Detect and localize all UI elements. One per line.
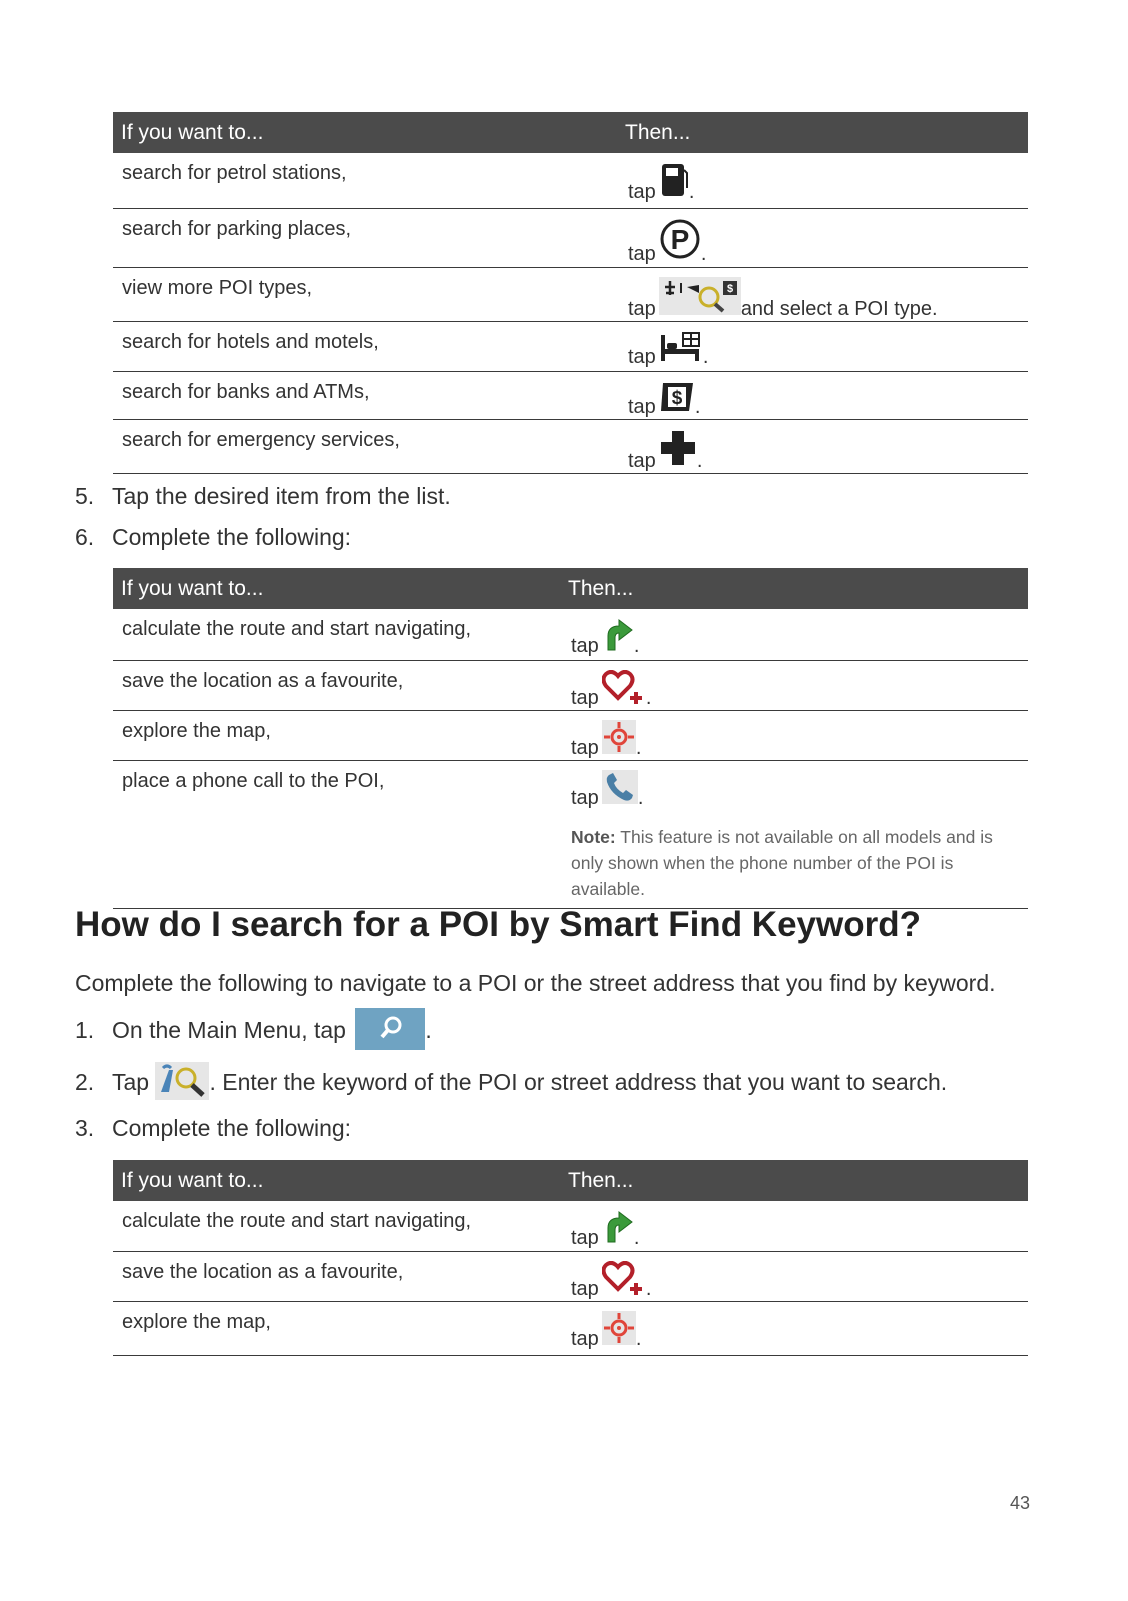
tap-label: tap bbox=[628, 297, 656, 320]
col-header-want: If you want to... bbox=[113, 112, 617, 153]
table-row bbox=[113, 1251, 1028, 1301]
step-item bbox=[75, 524, 351, 551]
tap-label: tap bbox=[628, 449, 656, 472]
row-suffix: . bbox=[700, 242, 707, 265]
step-item bbox=[75, 1115, 351, 1142]
hotel-icon bbox=[659, 331, 703, 369]
navigate-arrow-icon bbox=[602, 1210, 634, 1250]
row-want: search for hotels and motels, bbox=[113, 321, 617, 371]
col-header-want: If you want to... bbox=[113, 568, 560, 609]
explore-map-icon bbox=[602, 720, 636, 760]
row-suffix: . bbox=[635, 736, 642, 759]
poi-type-table bbox=[113, 112, 1028, 474]
explore-map-icon bbox=[602, 1311, 636, 1351]
table-row bbox=[113, 609, 1028, 660]
table-header bbox=[113, 1160, 1028, 1201]
note-label: Note: bbox=[571, 826, 616, 847]
row-then bbox=[560, 1201, 1028, 1251]
phone-icon bbox=[602, 770, 638, 810]
search-menu-icon bbox=[355, 1008, 425, 1056]
table-row bbox=[113, 321, 1028, 371]
navigate-arrow-icon bbox=[602, 618, 634, 658]
row-suffix: . bbox=[645, 1277, 652, 1300]
row-suffix: . bbox=[633, 1227, 640, 1249]
table-row bbox=[113, 760, 1028, 908]
smart-find-icon bbox=[155, 1062, 209, 1106]
table-row bbox=[113, 208, 1028, 267]
table-row bbox=[113, 710, 1028, 760]
row-then bbox=[617, 267, 1028, 321]
step-text: On the Main Menu, tap bbox=[112, 1017, 346, 1044]
table-row bbox=[113, 419, 1028, 473]
table-row bbox=[113, 660, 1028, 710]
col-header-then: Then... bbox=[617, 112, 1028, 153]
emergency-icon bbox=[659, 429, 697, 473]
row-then bbox=[617, 419, 1028, 473]
tap-label: tap bbox=[571, 1277, 599, 1300]
row-want: save the location as a favourite, bbox=[113, 660, 560, 710]
row-suffix: and select a POI type. bbox=[740, 297, 938, 320]
row-suffix: . bbox=[688, 181, 695, 203]
row-then bbox=[617, 153, 1028, 208]
row-then bbox=[617, 371, 1028, 419]
page-number: 43 bbox=[1009, 1493, 1030, 1513]
step-suffix: . bbox=[425, 1017, 432, 1044]
row-suffix: . bbox=[696, 449, 703, 472]
add-favourite-icon bbox=[602, 1261, 646, 1301]
step-item bbox=[75, 1062, 947, 1106]
row-then bbox=[617, 321, 1028, 371]
tap-label: tap bbox=[628, 242, 656, 265]
step-text: Tap bbox=[112, 1069, 150, 1096]
step-item bbox=[75, 483, 451, 510]
row-then bbox=[560, 660, 1028, 710]
step-number: 6. bbox=[75, 524, 95, 550]
row-want: view more POI types, bbox=[113, 267, 617, 321]
table-row bbox=[113, 1301, 1028, 1355]
row-then bbox=[560, 1301, 1028, 1355]
row-suffix: . bbox=[635, 1327, 642, 1350]
col-header-want: If you want to... bbox=[113, 1160, 560, 1201]
svg-text:$: $ bbox=[726, 282, 733, 295]
note-text: This feature is not available on all models and is only shown when the phone number of the POI is available. bbox=[571, 826, 993, 899]
step-number: 5. bbox=[75, 483, 95, 509]
keyword-action-table bbox=[113, 1160, 1028, 1356]
step-text: Complete the following: bbox=[112, 1115, 352, 1141]
table-header bbox=[113, 568, 1028, 609]
step-suffix: . Enter the keyword of the POI or street address that you want to search. bbox=[209, 1069, 948, 1096]
section-heading: How do I search for a POI by Smart Find Keyword? bbox=[75, 905, 921, 944]
row-suffix: . bbox=[637, 786, 644, 809]
table-header bbox=[113, 112, 1028, 153]
row-then bbox=[560, 1251, 1028, 1301]
row-then bbox=[560, 710, 1028, 760]
row-want: search for parking places, bbox=[113, 208, 617, 267]
row-want: search for emergency services, bbox=[113, 419, 617, 473]
step-item bbox=[75, 1008, 432, 1056]
tap-label: tap bbox=[571, 686, 599, 709]
poi-types-icon bbox=[659, 277, 741, 321]
table-row bbox=[113, 267, 1028, 321]
svg-text:P: P bbox=[670, 223, 690, 255]
row-suffix: . bbox=[702, 345, 709, 368]
step-text: Tap the desired item from the list. bbox=[112, 483, 451, 509]
tap-label: tap bbox=[628, 395, 656, 418]
row-want: explore the map, bbox=[113, 1301, 560, 1355]
row-want: calculate the route and start navigating, bbox=[113, 1201, 560, 1251]
step-number: 3. bbox=[75, 1115, 95, 1141]
row-suffix: . bbox=[694, 395, 701, 418]
row-want: place a phone call to the POI, bbox=[113, 760, 560, 908]
row-want: save the location as a favourite, bbox=[113, 1251, 560, 1301]
row-suffix: . bbox=[633, 635, 640, 657]
table-row bbox=[113, 153, 1028, 208]
svg-text:$: $ bbox=[671, 387, 683, 409]
add-favourite-icon bbox=[602, 670, 646, 710]
row-then bbox=[560, 760, 1028, 908]
col-header-then: Then... bbox=[560, 568, 1028, 609]
table-row bbox=[113, 1201, 1028, 1251]
intro-paragraph: Complete the following to navigate to a POI or the street address that you find by keyword. bbox=[75, 970, 996, 996]
tap-label: tap bbox=[571, 1327, 599, 1350]
row-then bbox=[617, 208, 1028, 267]
step-number: 2. bbox=[75, 1069, 95, 1096]
tap-label: tap bbox=[571, 635, 599, 657]
table-row bbox=[113, 371, 1028, 419]
bank-icon bbox=[659, 381, 695, 419]
tap-label: tap bbox=[571, 786, 599, 809]
tap-label: tap bbox=[571, 736, 599, 759]
note bbox=[571, 824, 1011, 902]
row-want: explore the map, bbox=[113, 710, 560, 760]
col-header-then: Then... bbox=[560, 1160, 1028, 1201]
row-want: search for petrol stations, bbox=[113, 153, 617, 208]
tap-label: tap bbox=[628, 181, 656, 203]
tap-label: tap bbox=[628, 345, 656, 368]
parking-icon bbox=[659, 218, 701, 266]
tap-label: tap bbox=[571, 1227, 599, 1249]
row-want: search for banks and ATMs, bbox=[113, 371, 617, 419]
step-text: Complete the following: bbox=[112, 524, 352, 550]
row-suffix: . bbox=[645, 686, 652, 709]
step-number: 1. bbox=[75, 1017, 95, 1044]
poi-action-table bbox=[113, 568, 1028, 909]
petrol-icon bbox=[659, 162, 689, 204]
row-then bbox=[560, 609, 1028, 660]
row-want: calculate the route and start navigating, bbox=[113, 609, 560, 660]
